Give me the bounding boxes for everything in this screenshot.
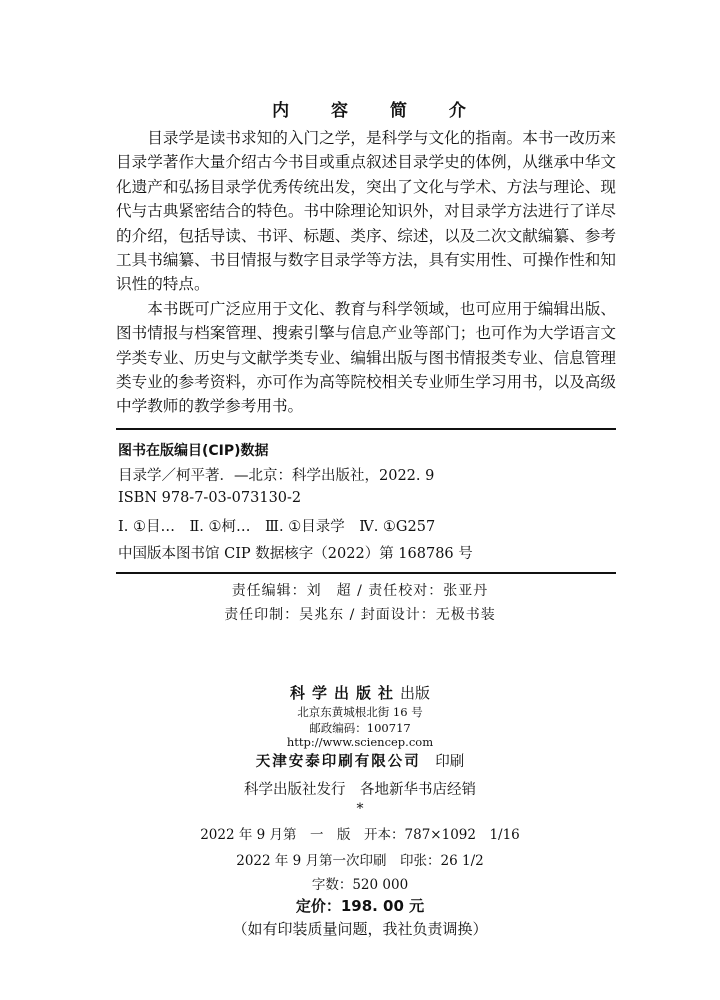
edition-line: 2022 年 9 月第 一 版 开本：787×1092 1/16 xyxy=(200,827,520,843)
summary-paragraph-1: 目录学是读书求知的入门之学，是科学与文化的指南。本书一改历来目录学著作大量介绍古今书目或重点叙述目录学史的体例，从继承中华文化遗产和弘扬目录学优秀传统出发，突出了文化与学术、方法与理论、现代与古典紧密结合的特色。书中除理论知识外，对目录学方法进行了详尽的介绍，包括导读、书评、标题、类序、综述，以及二次文献编纂、参考工具书编纂、书目情报与数字目录学等方法，具有实用性、可操作性和知识性的特点。 xyxy=(116,129,616,294)
quality-notice: （如有印装质量问题，我社负责调换） xyxy=(232,920,488,938)
cip-isbn: ISBN 978-7-03-073130-2 xyxy=(118,490,302,506)
publisher-address: 北京东黄城根北街 16 号 xyxy=(297,705,423,719)
printer-name: 天津安泰印刷有限公司 xyxy=(255,753,421,770)
printing-credits: 责任印制：吴兆东 / 封面设计：无极书装 xyxy=(224,607,496,623)
separator-star: * xyxy=(356,801,364,817)
cip-title-line: 目录学／柯平著．—北京：科学出版社，2022. 9 xyxy=(118,468,435,484)
printing-line: 2022 年 9 月第一次印刷 印张：26 1/2 xyxy=(236,853,484,869)
editor-credits: 责任编辑：刘 超 / 责任校对：张亚丹 xyxy=(231,583,489,599)
publisher-suffix: 出版 xyxy=(400,684,431,702)
distribution-line: 科学出版社发行 各地新华书店经销 xyxy=(244,782,476,798)
publisher-url: http://www.sciencep.com xyxy=(286,735,434,749)
cip-classification: Ⅰ. ①目… Ⅱ. ①柯… Ⅲ. ①目录学 Ⅳ. ①G257 xyxy=(118,519,436,535)
publisher-name xyxy=(0,682,720,703)
publisher-postcode: 邮政编码：100717 xyxy=(309,721,411,735)
printer-suffix: 印刷 xyxy=(435,754,465,770)
section-title: 内 容 简 介 xyxy=(272,101,484,121)
price: 定价：198. 00 元 xyxy=(295,897,425,915)
summary-paragraph-2: 本书既可广泛应用于文化、教育与科学领域，也可应用于编辑出版、图书情报与档案管理、搜索引擎与信息产业等部门；也可作为大学语言文学类专业、历史与文献学类专业、编辑出版与图书情报类专业、信息管理类专业的参考资料，亦可作为高等院校相关专业师生学习用书，以及高级中学教师的教学参考用书。 xyxy=(116,299,616,416)
word-count: 字数：520 000 xyxy=(311,877,409,893)
printer-line xyxy=(0,750,720,771)
cip-data-block xyxy=(116,428,616,574)
publisher-logo-text: 科学出版社 xyxy=(289,684,400,702)
cip-heading: 图书在版编目(CIP)数据 xyxy=(118,443,269,459)
summary-text xyxy=(116,126,616,419)
cip-record-number: 中国版本图书馆 CIP 数据核字（2022）第 168786 号 xyxy=(118,546,473,562)
